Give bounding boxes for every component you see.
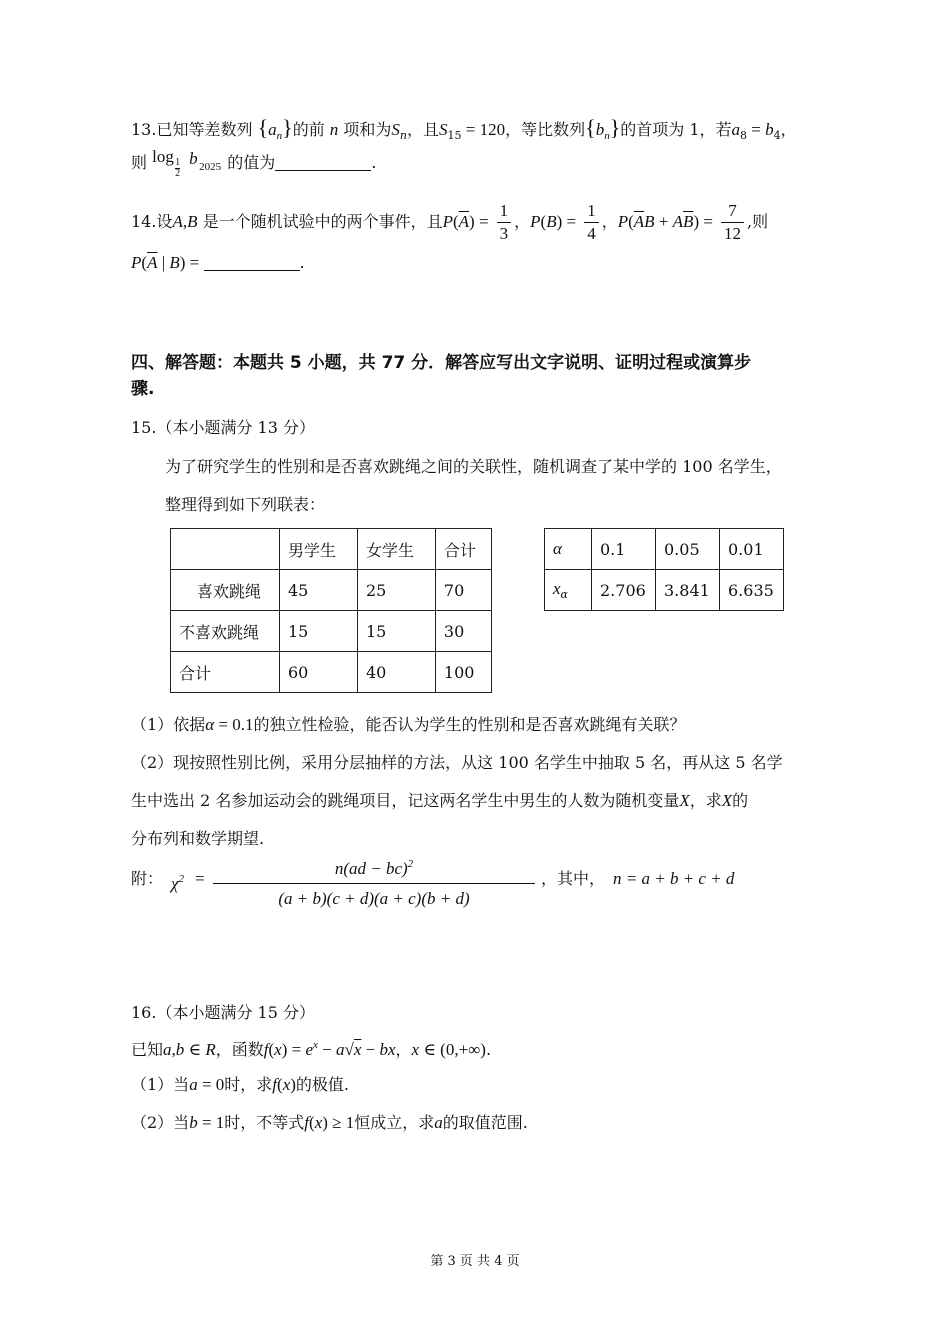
log-expression: log 1 2 b 2025 — [152, 147, 222, 179]
table-header-row: 男学生 女学生 合计 — [171, 529, 492, 570]
question-13-line2: 则 log 1 2 b 2025 的值为 . — [131, 147, 377, 179]
question-14: 14.设A,B 是一个随机试验中的两个事件，且$P(\overline{A})$ = $\frac{1}{3}$ ，P(B) = $\frac{1}{4}$ ，$P(\overline{A}B + A\overline{B})$ = $\frac{7}{12}$ ,则 — [131, 201, 769, 243]
fraction-1-4: $\frac{1}{4}$ — [584, 200, 599, 245]
contingency-table — [170, 528, 492, 693]
fraction-7-12: $\frac{7}{12}$ — [721, 200, 744, 245]
table-row: 不喜欢跳绳 15 15 30 — [171, 611, 492, 652]
q16-statement: 已知a,b ∈ R，函数$f(x) = e^x - a√x$ − bx，x ∈ (0,+∞). — [131, 1039, 492, 1059]
answer-blank-14[interactable] — [204, 254, 300, 271]
table-row: α 0.1 0.05 0.01 — [545, 529, 784, 570]
question-14-line2: $P(\overline{A}$ | B) = . — [131, 253, 305, 272]
q15-header: 15.（本小题满分 13 分） — [131, 418, 315, 437]
q15-part-2-line3: 分布列和数学期望. — [131, 829, 265, 848]
q15-part-1: （1）依据α = 0.1的独立性检验，能否认为学生的性别和是否喜欢跳绳有关联？ — [131, 715, 686, 734]
q15-intro-1: 为了研究学生的性别和是否喜欢跳绳之间的关联性，随机调查了某中学的 100 名学生， — [165, 457, 782, 476]
q15-part-2-line2: 生中选出 2 名参加运动会的跳绳项目，记这两名学生中男生的人数为随机变量X，求X的 — [131, 791, 749, 810]
table-row: 合计 60 40 100 — [171, 652, 492, 693]
q15-appendix: 附： $\chi^2$ = n(ad − bc)$^2$ (a + b)(c + d)(a + c)(b + d) ，其中， n = a + b + c + d — [131, 850, 832, 912]
page-footer: 第 3 页 共 4 页 — [430, 1254, 520, 1269]
q16-part-2: （2）当b = 1时，不等式f(x) ≥ 1恒成立，求a的取值范围. — [131, 1113, 528, 1132]
q13-number: 13. — [131, 120, 157, 139]
q15-intro-2: 整理得到如下列联表： — [165, 495, 326, 514]
question-13: 13.已知等差数列 $\{a_n\}$的前 n 项和为$S_n$，且$S_{15} = 120$，等比数列$\{b_n\}$的首项为 1，若$a_8 = b_4$， — [131, 115, 797, 142]
q15-part-2: （2）现按照性别比例，采用分层抽样的方法，从这 100 名学生中抽取 5 名，再从这 5 名学 — [131, 753, 783, 772]
table-row: 喜欢跳绳 45 25 70 — [171, 570, 492, 611]
q16-header: 16.（本小题满分 15 分） — [131, 1003, 315, 1022]
fraction-1-3: $\frac{1}{3}$ — [497, 200, 512, 245]
critical-value-table — [544, 528, 784, 611]
answer-blank-13[interactable] — [275, 154, 371, 171]
section-heading: 四、解答题：本题共 5 小题，共 77 分．解答应写出文字说明、证明过程或演算步 骤. — [131, 353, 752, 399]
table-row: $x_\alpha$ 2.706 3.841 6.635 — [545, 570, 784, 611]
q16-part-1: （1）当a = 0时，求f(x)的极值. — [131, 1075, 350, 1094]
chi-square-formula: n(ad − bc)$^2$ (a + b)(c + d)(a + c)(b + d) — [213, 850, 535, 914]
